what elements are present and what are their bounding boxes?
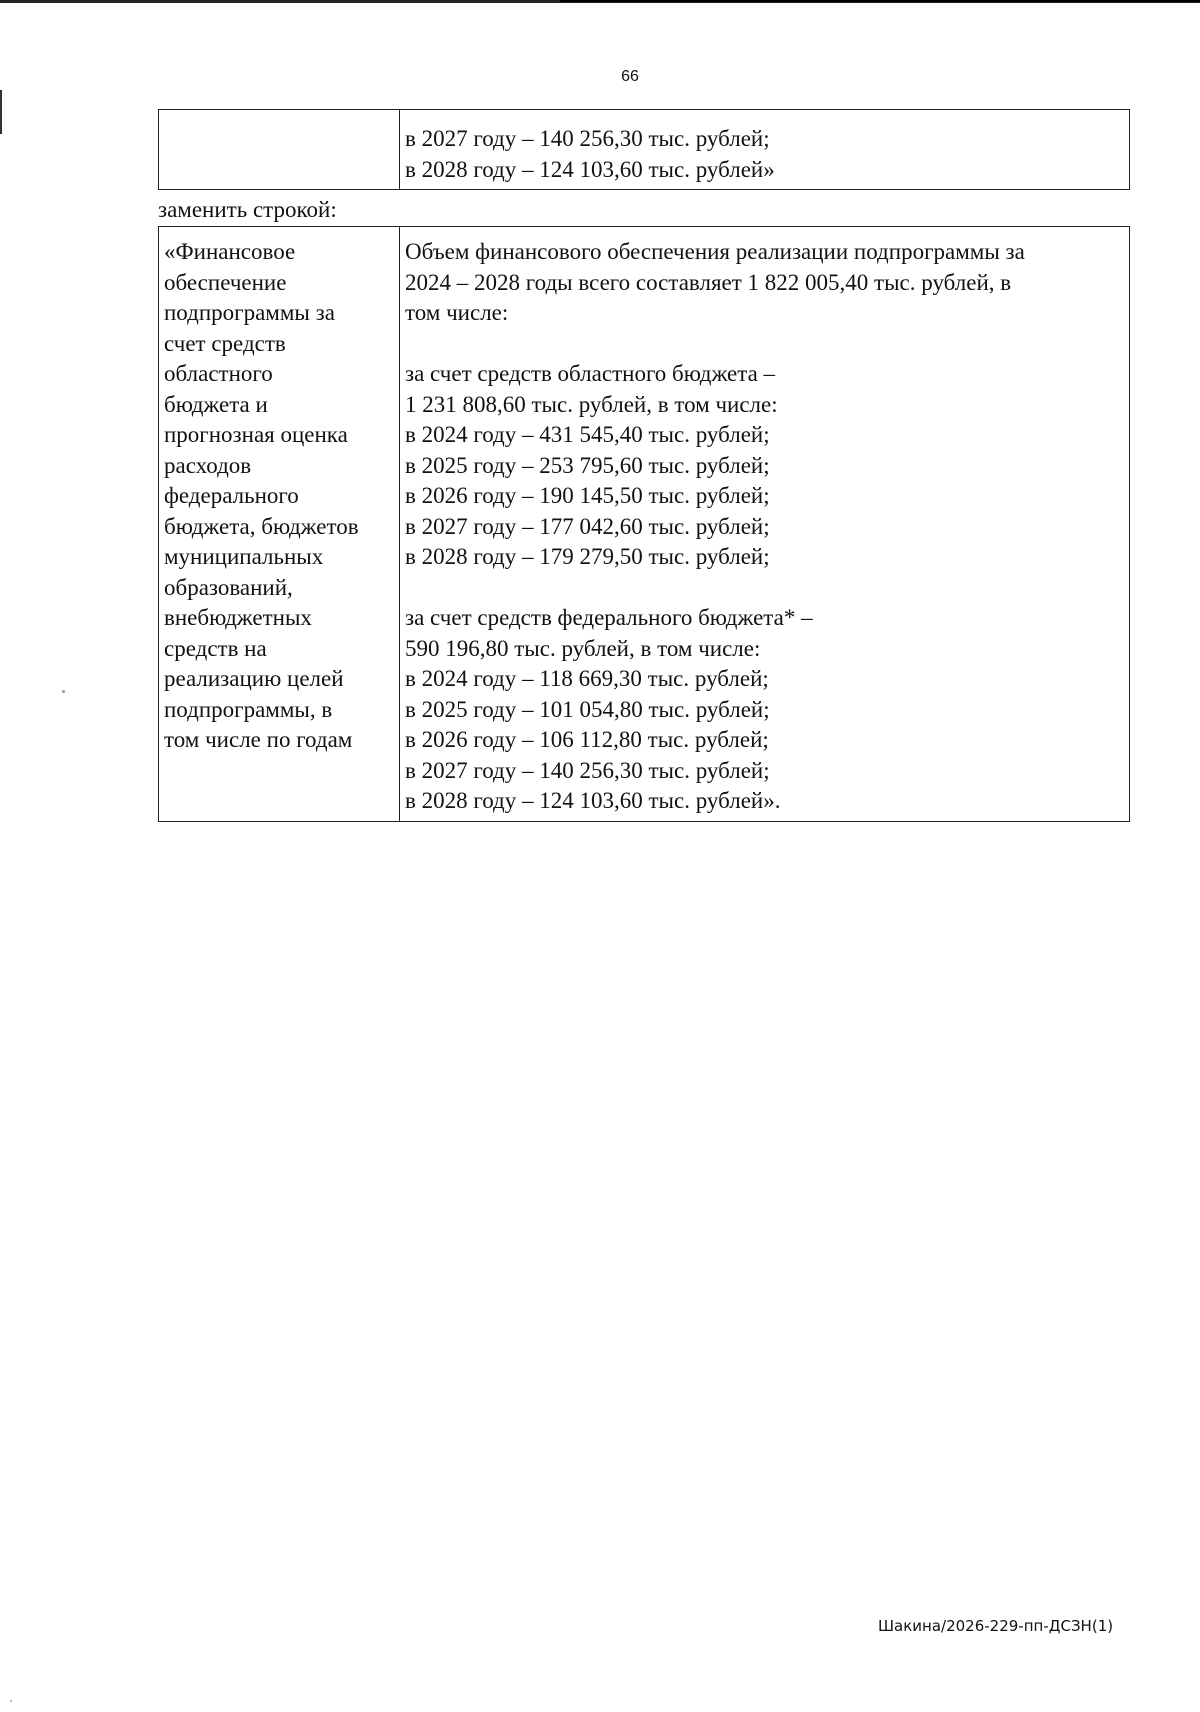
new-row-table [158,226,1130,822]
right-cell-line: 1 231 808,60 тыс. рублей, в том числе: [405,391,778,417]
right-cell-line: в 2025 году – 101 054,80 тыс. рублей; [405,696,770,722]
previous-row-line: в 2028 году – 124 103,60 тыс. рублей» [405,156,775,182]
right-cell-line: в 2024 году – 431 545,40 тыс. рублей; [405,422,770,447]
left-cell-line: внебюджетных [164,605,312,630]
scan-edge-line-right [560,0,1200,2]
right-cell-line: 590 196,80 тыс. рублей, в том числе: [405,635,761,661]
left-cell-line: подпрограммы за [164,300,335,325]
scan-margin-mark [0,90,2,134]
previous-row-right-cell [400,110,1130,190]
new-row-left-cell [159,227,400,822]
right-cell-line: в 2028 году – 179 279,50 тыс. рублей; [405,544,770,569]
left-cell-line: расходов [164,452,252,478]
left-cell-line: прогнозная оценка [164,422,348,447]
right-cell-line: в 2027 году – 140 256,30 тыс. рублей; [405,757,770,783]
right-cell-line: в 2025 году – 253 795,60 тыс. рублей; [405,452,770,478]
left-cell-line: средств на [164,635,267,661]
previous-row-table [158,109,1130,190]
right-cell-line: 2024 – 2028 годы всего составляет 1 822 005,40 тыс. рублей, в [405,269,1012,295]
paragraph-gap [405,329,1124,360]
previous-row-line: в 2027 году – 140 256,30 тыс. рублей; [405,126,770,151]
left-cell-line: федерального [164,483,299,508]
new-row-right-cell [400,227,1130,822]
left-cell-line: том числе по годам [164,727,353,752]
right-cell-line: в 2028 году – 124 103,60 тыс. рублей». [405,788,781,813]
left-cell-line: муниципальных [164,544,324,569]
right-cell-line: том числе: [405,300,509,325]
right-cell-line: за счет средств областного бюджета – [405,361,776,386]
left-cell-line: образований, [164,574,293,600]
scan-speck [10,1700,12,1702]
left-cell-line: областного [164,361,273,386]
right-cell-line: в 2027 году – 177 042,60 тыс. рублей; [405,513,770,539]
scan-speck [62,690,65,693]
left-cell-line: «Финансовое [164,239,296,264]
right-cell-line: в 2026 году – 106 112,80 тыс. рублей; [405,727,769,752]
left-cell-line: обеспечение [164,269,287,295]
right-cell-line: в 2026 году – 190 145,50 тыс. рублей; [405,483,770,508]
table-row [159,227,1130,822]
document-code: Шакина/2026-229-пп-ДСЗН(1) [878,1617,1114,1635]
left-cell-line: бюджета и [164,391,268,417]
right-cell-line: Объем финансового обеспечения реализации подпрограммы за [405,239,1025,264]
paragraph-gap [405,573,1124,604]
replace-caption: заменить строкой: [158,197,337,222]
left-cell-line: бюджета, бюджетов [164,513,359,539]
left-cell-line: счет средств [164,330,286,356]
left-cell-line: подпрограммы, в [164,696,333,722]
previous-row-left-cell [159,110,400,190]
left-cell-line: реализацию целей [164,666,344,691]
right-cell-line: за счет средств федерального бюджета* – [405,605,813,630]
right-cell-line: в 2024 году – 118 669,30 тыс. рублей; [405,666,769,691]
table-row [159,110,1130,190]
page-number: 66 [621,68,639,85]
